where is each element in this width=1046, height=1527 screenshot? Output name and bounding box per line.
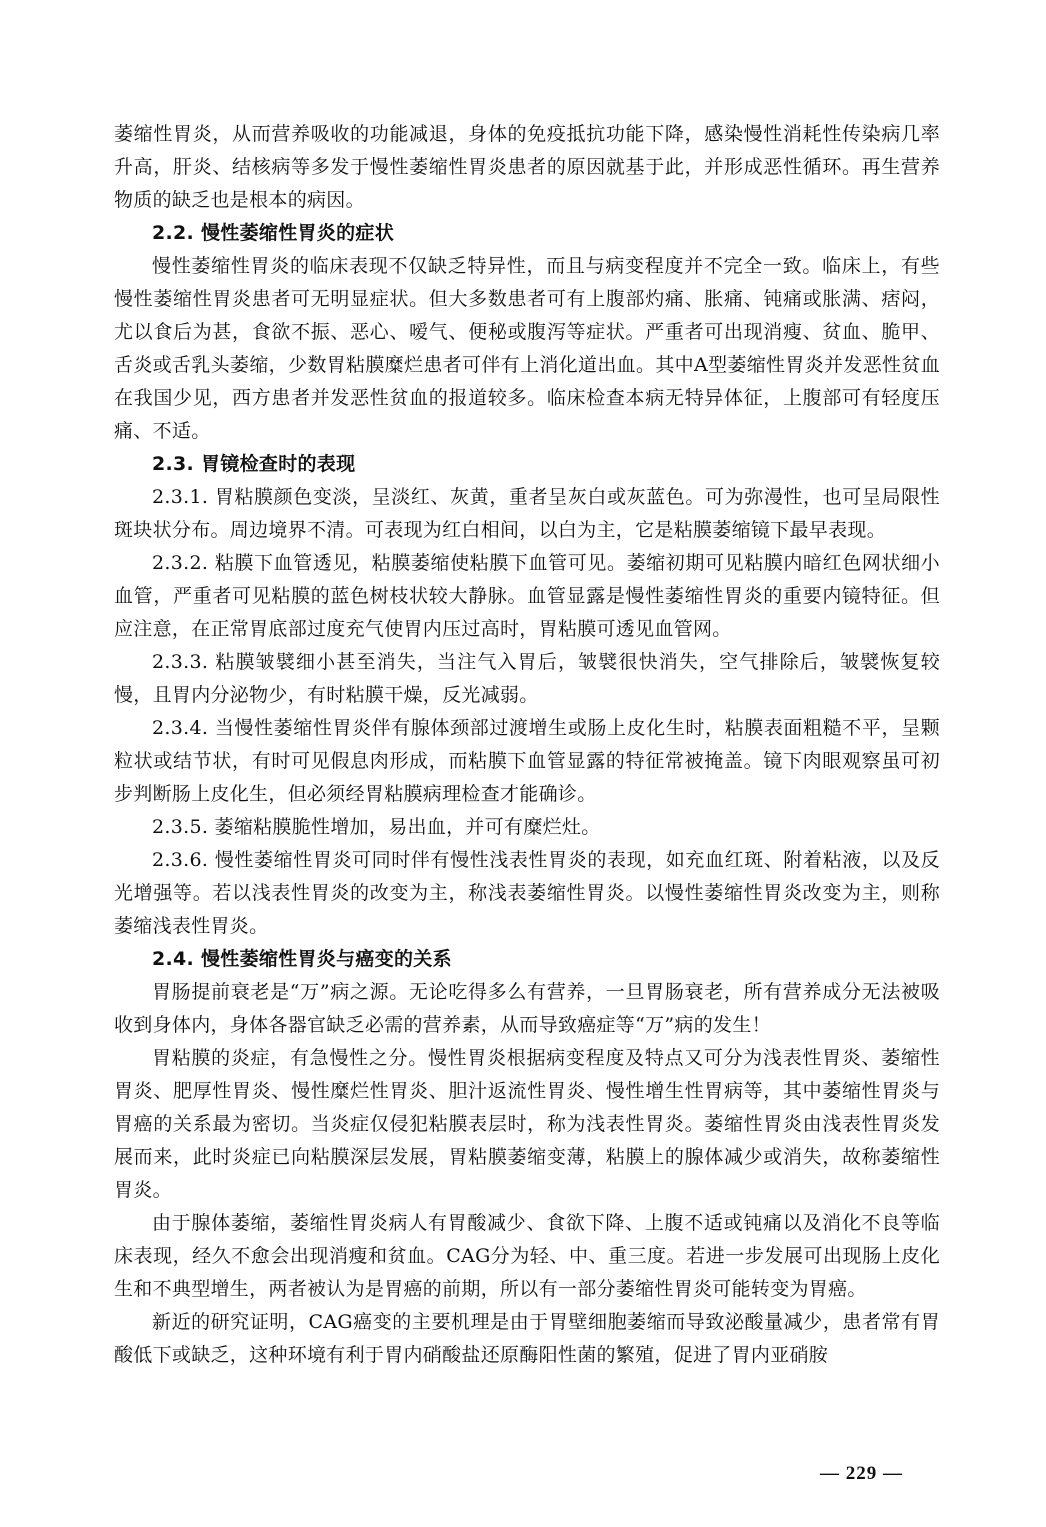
paragraph-2-3-4: 2.3.4. 当慢性萎缩性胃炎伴有腺体颈部过渡增生或肠上皮化生时，粘膜表面粗糙不平，呈颗粒状或结节状，有时可见假息肉形成，而粘膜下血管显露的特征常被掩盖。镜下肉眼观察虽可初步判断肠上皮化生，但必须经胃粘膜病理检查才能确诊。 [114,717,940,805]
paragraph-inflammation: 胃粘膜的炎症，有急慢性之分。慢性胃炎根据病变程度及特点又可分为浅表性胃炎、萎缩性胃炎、肥厚性胃炎、慢性糜烂性胃炎、胆汁返流性胃炎、慢性增生性胃病等，其中萎缩性胃炎与胃癌的关系最为密切。当炎症仅侵犯粘膜表层时，称为浅表性胃炎。萎缩性胃炎由浅表性胃炎发展而来，此时炎症已向粘膜深层发展，胃粘膜萎缩变薄，粘膜上的腺体减少或消失，故称萎缩性胃炎。 [114,1047,940,1201]
paragraph-research: 新近的研究证明，CAG癌变的主要机理是由于胃壁细胞萎缩而导致泌酸量减少，患者常有胃酸低下或缺乏，这种环境有利于胃内硝酸盐还原酶阳性菌的繁殖，促进了胃内亚硝胺 [114,1311,940,1366]
paragraph-continued: 萎缩性胃炎，从而营养吸收的功能减退，身体的免疫抵抗功能下降，感染慢性消耗性传染病几率升高，肝炎、结核病等多发于慢性萎缩性胃炎患者的原因就基于此，并形成恶性循环。再生营养物质的缺乏也是根本的病因。 [114,123,940,211]
page-number: — 229 — [820,1463,903,1484]
section-heading-2-2: 2.2. 慢性萎缩性胃炎的症状 [152,222,394,244]
paragraph-symptoms: 慢性萎缩性胃炎的临床表现不仅缺乏特异性，而且与病变程度并不完全一致。临床上，有些慢性萎缩性胃炎患者可无明显症状。但大多数患者可有上腹部灼痛、胀痛、钝痛或胀满、痞闷，尤以食后为甚，食欲不振、恶心、嗳气、便秘或腹泻等症状。严重者可出现消瘦、贫血、脆甲、舌炎或舌乳头萎缩，少数胃粘膜糜烂患者可伴有上消化道出血。其中A型萎缩性胃炎并发恶性贫血在我国少见，西方患者并发恶性贫血的报道较多。临床检查本病无特异体征，上腹部可有轻度压痛、不适。 [114,255,940,442]
document-body [114,118,940,1372]
paragraph-2-3-2: 2.3.2. 粘膜下血管透见，粘膜萎缩使粘膜下血管可见。萎缩初期可见粘膜内暗红色网状细小血管，严重者可见粘膜的蓝色树枝状较大静脉。血管显露是慢性萎缩性胃炎的重要内镜特征。但应注意，在正常胃底部过度充气使胃内压过高时，胃粘膜可透见血管网。 [114,552,940,640]
paragraph-gland-atrophy: 由于腺体萎缩，萎缩性胃炎病人有胃酸减少、食欲下降、上腹不适或钝痛以及消化不良等临床表现，经久不愈会出现消瘦和贫血。CAG分为轻、中、重三度。若进一步发展可出现肠上皮化生和不典型增生，两者被认为是胃癌的前期，所以有一部分萎缩性胃炎可能转变为胃癌。 [114,1212,940,1300]
paragraph-2-3-1: 2.3.1. 胃粘膜颜色变淡，呈淡红、灰黄，重者呈灰白或灰蓝色。可为弥漫性，也可呈局限性斑块状分布。周边境界不清。可表现为红白相间，以白为主，它是粘膜萎缩镜下最早表现。 [114,486,940,541]
section-heading-2-4: 2.4. 慢性萎缩性胃炎与癌变的关系 [152,948,452,970]
paragraph-aging: 胃肠提前衰老是“万”病之源。无论吃得多么有营养，一旦胃肠衰老，所有营养成分无法被吸收到身体内，身体各器官缺乏必需的营养素，从而导致癌症等“万”病的发生！ [114,981,940,1036]
paragraph-2-3-5: 2.3.5. 萎缩粘膜脆性增加，易出血，并可有糜烂灶。 [152,816,601,838]
paragraph-2-3-6: 2.3.6. 慢性萎缩性胃炎可同时伴有慢性浅表性胃炎的表现，如充血红斑、附着粘液，以及反光增强等。若以浅表性胃炎的改变为主，称浅表萎缩性胃炎。以慢性萎缩性胃炎改变为主，则称萎缩浅表性胃炎。 [114,849,940,937]
paragraph-2-3-3: 2.3.3. 粘膜皱襞细小甚至消失，当注气入胃后，皱襞很快消失，空气排除后，皱襞恢复较慢，且胃内分泌物少，有时粘膜干燥，反光减弱。 [114,651,940,706]
section-heading-2-3: 2.3. 胃镜检查时的表现 [152,453,356,475]
